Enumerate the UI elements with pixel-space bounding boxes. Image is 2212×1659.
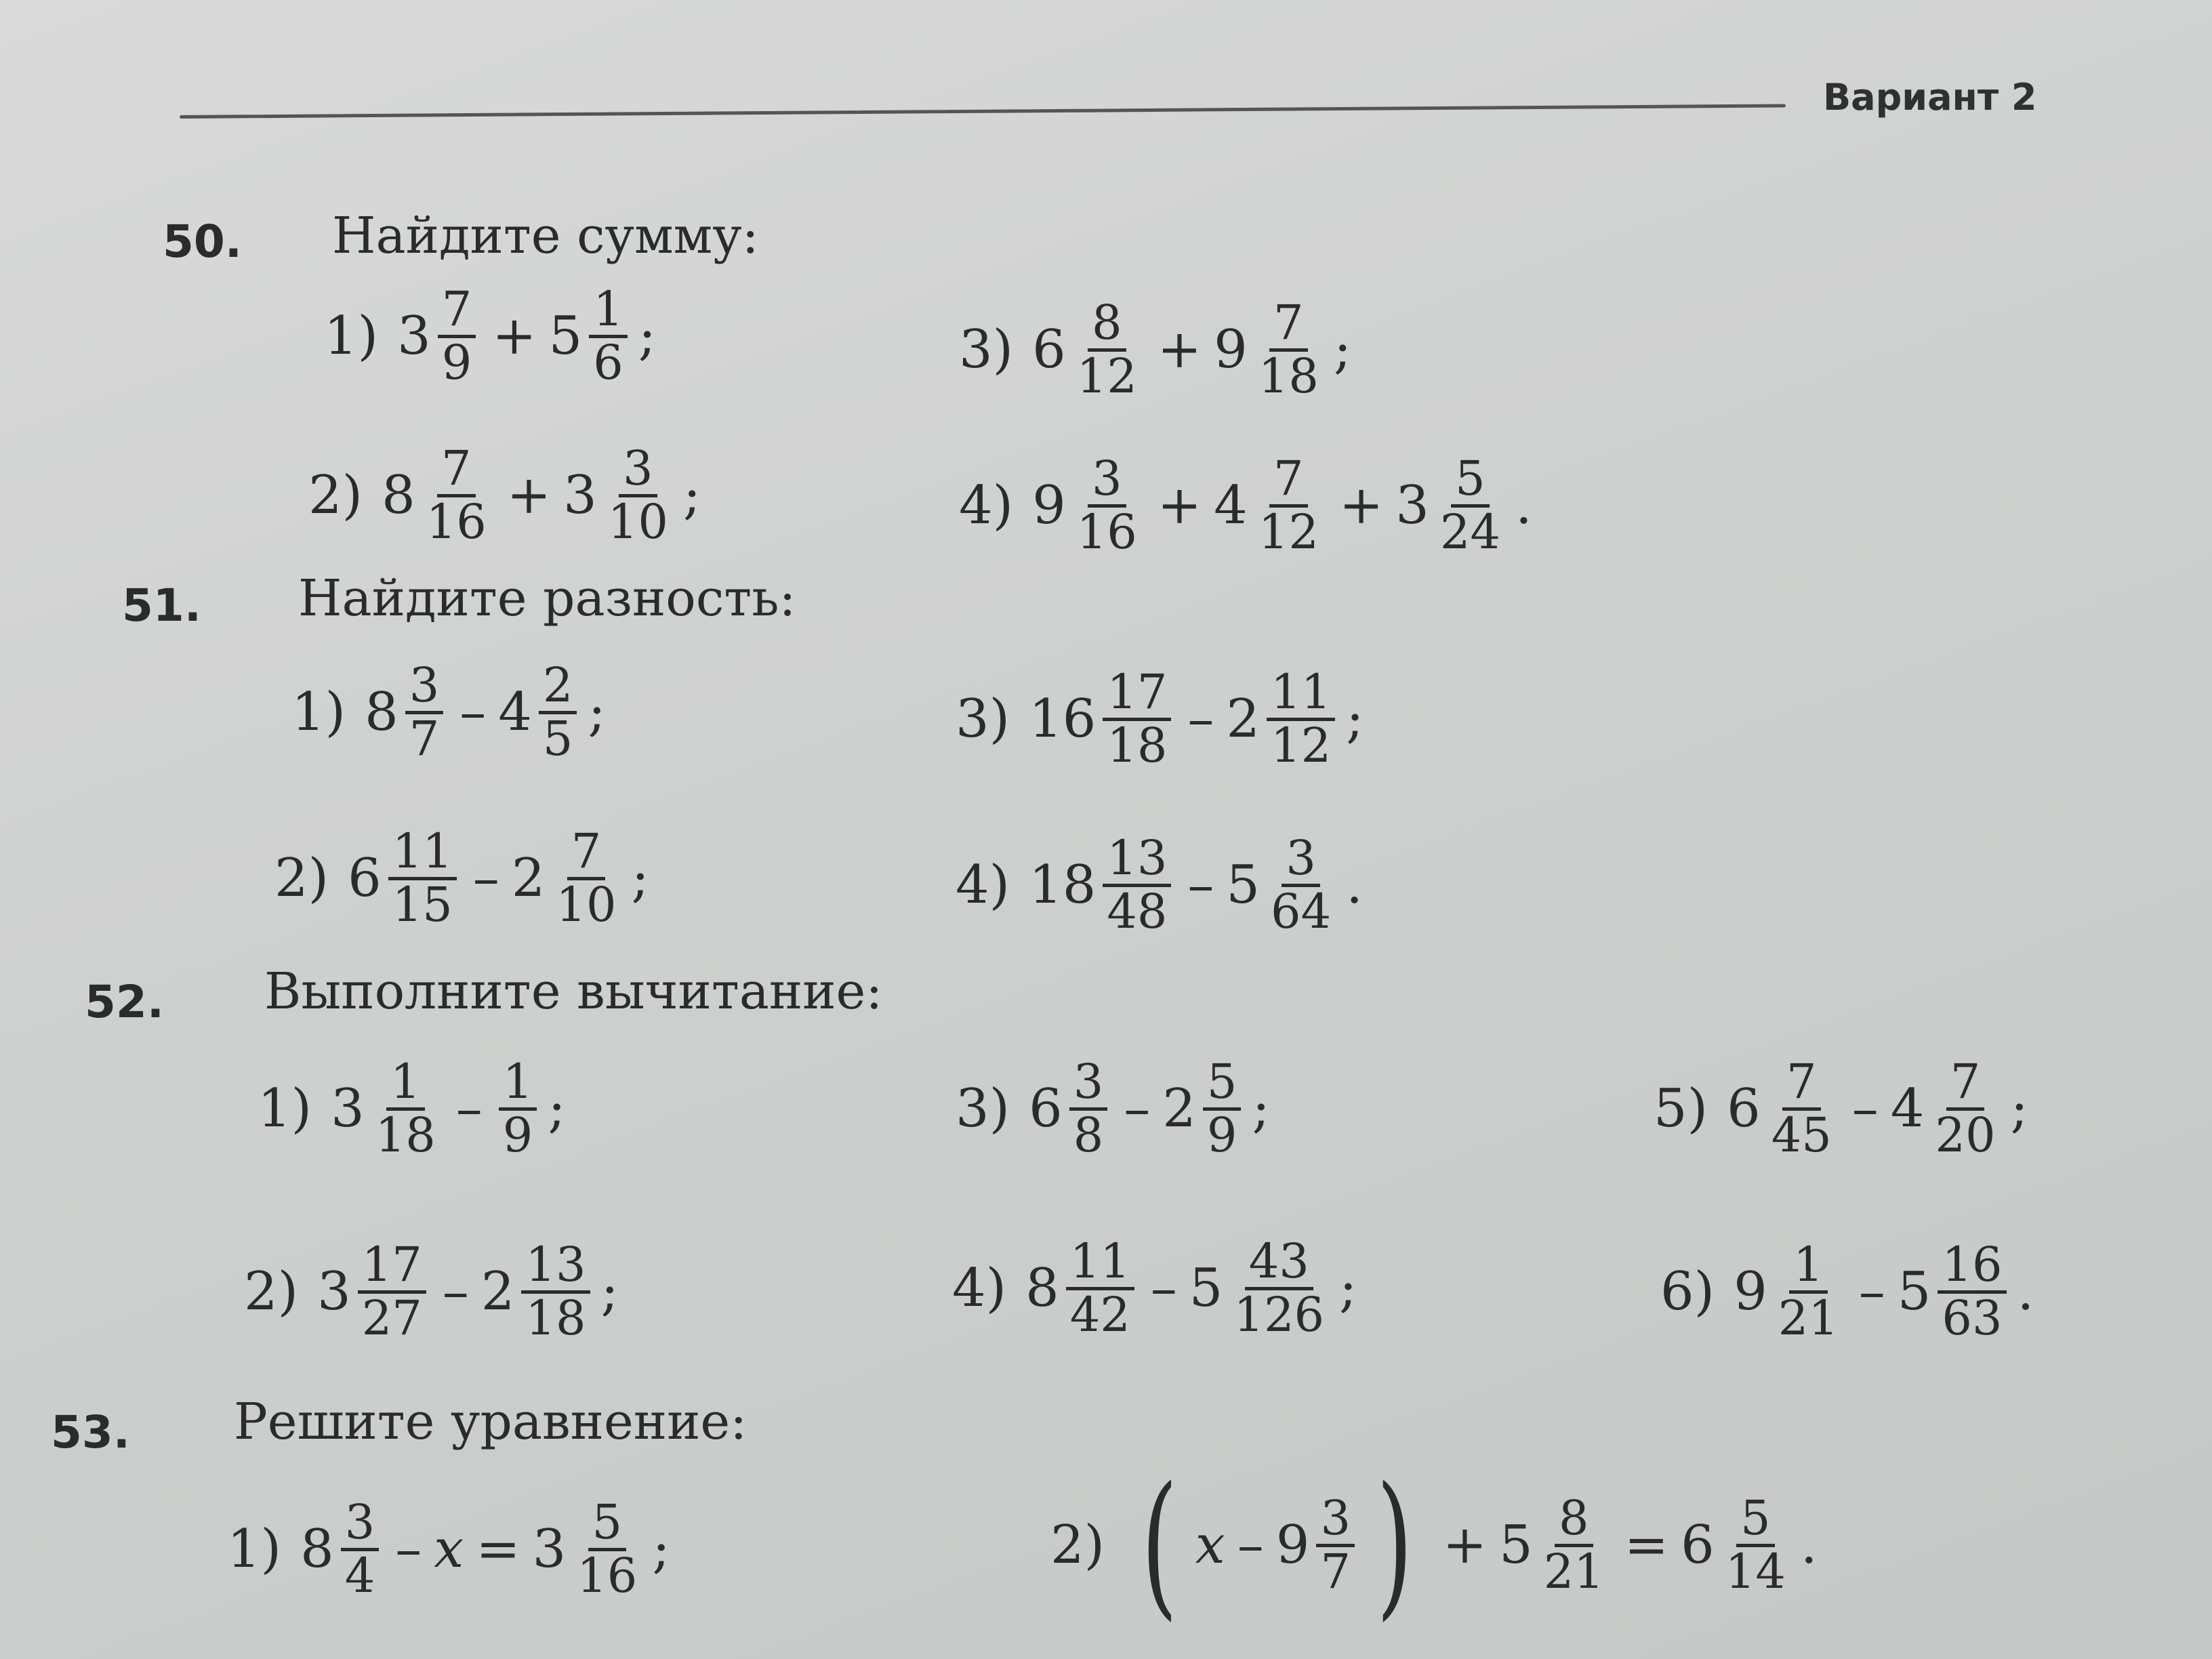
den-text: 8 [1073,1107,1104,1163]
num-text: 7 [1269,298,1308,352]
ilabel-text: 6) [1660,1261,1715,1322]
op-text: + [1157,319,1202,380]
exercise-item [956,830,1363,939]
fraction [499,1054,537,1163]
fraction [604,441,672,550]
whole-text: 2 [1226,689,1261,750]
whole-text: 3 [397,306,431,367]
fraction [1540,1490,1608,1599]
num-text: 13 [1103,834,1171,887]
num-text: 1 [499,1057,537,1111]
fraction [1721,1490,1790,1599]
op-text: – [1124,1078,1151,1139]
ilabel-text: 1) [227,1519,282,1580]
whole-text: 9 [1275,1515,1310,1576]
whole-text: 3 [317,1261,351,1322]
punct-text: ; [548,1078,566,1139]
fraction [539,657,577,766]
op-text: – [1150,1258,1177,1319]
den-text: 18 [375,1107,436,1163]
fraction [1103,664,1171,773]
fraction [358,1237,426,1346]
num-text: 7 [1946,1057,1985,1111]
ilabel-text: 3) [956,1078,1010,1139]
op-text: + [1157,475,1202,536]
punct-text: . [2017,1261,2034,1322]
num-text: 3 [1069,1057,1108,1111]
punct-text: ; [588,682,606,743]
den-text: 48 [1107,883,1168,939]
den-text: 9 [441,334,472,390]
whole-text: 4 [1890,1078,1925,1139]
num-text: 16 [1938,1240,2006,1294]
den-text: 18 [1107,717,1168,773]
exercise-item [1654,1054,2028,1163]
punct-text: ; [638,306,657,367]
whole-text: 3 [331,1078,365,1139]
den-text: 12 [1271,717,1332,773]
problem-number: 51. [122,579,201,632]
punct-text: ; [600,1261,619,1322]
whole-text: 2 [1162,1078,1196,1139]
exercise-item [952,1233,1357,1343]
num-text: 3 [341,1498,380,1551]
ilabel-text: 2) [274,848,329,909]
num-text: 11 [1066,1237,1134,1290]
ilabel-text: 4) [956,855,1010,916]
den-text: 18 [525,1290,586,1346]
num-text: 8 [1555,1494,1593,1547]
exercise-item [291,657,606,766]
whole-text: 3 [1395,475,1429,536]
den-text: 5 [542,710,573,766]
variable-x: x [434,1519,464,1580]
whole-text: 6 [1727,1078,1761,1139]
num-text: 5 [1736,1494,1775,1547]
ilabel-text: 2) [1050,1515,1105,1576]
whole-text: 8 [1025,1258,1059,1319]
fraction [1229,1233,1328,1343]
den-text: 24 [1439,504,1500,560]
left-paren: ( [1141,1454,1178,1635]
fraction [1774,1237,1843,1346]
problem-number: 53. [51,1406,130,1458]
ilabel-text: 2) [308,465,363,526]
punct-text: . [1800,1515,1818,1576]
den-text: 7 [1320,1543,1351,1599]
whole-text: 3 [532,1519,567,1580]
problem-title: Найдите сумму: [332,207,759,265]
num-text: 13 [521,1240,590,1294]
fraction [1203,1054,1242,1163]
op-text: – [1187,689,1214,750]
punct-text: . [1346,855,1363,916]
den-text: 63 [1942,1290,2003,1346]
den-text: 15 [392,876,453,933]
fraction [1316,1490,1355,1599]
exercise-item [308,441,701,550]
fraction [1931,1054,1999,1163]
fraction [1938,1237,2006,1346]
num-text: 7 [437,444,476,497]
op-text: + [506,465,552,526]
problem-number: 52. [85,976,164,1028]
problem-number: 50. [163,216,242,268]
num-text: 7 [1269,454,1308,508]
ilabel-text: 2) [244,1261,299,1322]
ilabel-text: 4) [959,475,1014,536]
op-text: + [1442,1515,1488,1576]
den-text: 12 [1076,348,1137,404]
num-text: 17 [358,1240,426,1294]
fraction [1767,1054,1836,1163]
num-text: 11 [388,827,457,880]
op-text: – [1858,1261,1885,1322]
num-text: 3 [1282,834,1320,887]
whole-text: 6 [1032,319,1066,380]
whole-text: 5 [1897,1261,1931,1322]
num-text: 5 [1451,454,1490,508]
punct-text: . [1515,475,1532,536]
exercise-item [244,1237,619,1346]
op-text: + [492,306,537,367]
whole-text: 6 [1029,1078,1063,1139]
den-text: 16 [577,1547,638,1603]
num-text: 3 [1316,1494,1355,1547]
den-text: 27 [361,1290,422,1346]
punct-text: ; [682,465,701,526]
whole-text: 18 [1029,855,1097,916]
fraction [1073,451,1141,560]
num-text: 2 [539,661,577,714]
exercise-item [274,823,649,933]
whole-text: 3 [563,465,597,526]
whole-text: 6 [1681,1515,1715,1576]
num-text: 3 [619,444,657,497]
punct-text: ; [652,1519,670,1580]
den-text: 126 [1233,1286,1325,1343]
whole-text: 5 [1189,1258,1223,1319]
den-text: 7 [409,710,440,766]
num-text: 1 [1789,1240,1828,1294]
op-text: + [1338,475,1384,536]
den-text: 9 [502,1107,533,1163]
den-text: 6 [593,334,623,390]
punct-text: ; [1346,689,1364,750]
whole-text: 8 [300,1519,334,1580]
problem-title: Решите уравнение: [234,1393,747,1451]
den-text: 21 [1778,1290,1839,1346]
punct-text: ; [1333,319,1352,380]
whole-text: 5 [1499,1515,1533,1576]
equation-item [1050,1454,1818,1635]
exercise-item [956,664,1364,773]
exercise-item [959,451,1532,560]
den-text: 12 [1258,504,1319,560]
op-text: – [472,848,499,909]
fraction [1103,830,1171,939]
num-text: 11 [1267,668,1335,721]
num-text: 7 [1782,1057,1821,1111]
fraction [1066,1233,1134,1343]
fraction [521,1237,590,1346]
whole-text: 5 [1226,855,1261,916]
den-text: 16 [1076,504,1137,560]
num-text: 7 [567,827,606,880]
num-text: 3 [1088,454,1126,508]
den-text: 21 [1543,1543,1604,1599]
whole-text: 2 [511,848,546,909]
ilabel-text: 4) [952,1258,1007,1319]
whole-text: 6 [348,848,382,909]
header-rule [180,104,1786,119]
problem-title: Найдите разность: [298,569,796,628]
fraction [422,441,491,550]
op-text: – [395,1519,422,1580]
num-text: 1 [386,1057,425,1111]
den-text: 10 [556,876,617,933]
op-text: – [442,1261,469,1322]
den-text: 20 [1935,1107,1996,1163]
whole-text: 8 [365,682,398,743]
right-paren: ) [1376,1454,1413,1635]
exercise-item [959,295,1352,404]
den-text: 14 [1725,1543,1786,1599]
ilabel-text: 1) [258,1078,312,1139]
num-text: 5 [1203,1057,1242,1111]
den-text: 18 [1258,348,1319,404]
ilabel-text: 1) [324,306,379,367]
fraction [1069,1054,1108,1163]
fraction [552,823,620,933]
op-text: = [476,1519,520,1580]
den-text: 64 [1271,883,1332,939]
num-text: 5 [588,1498,627,1551]
variable-x: x [1195,1515,1225,1576]
whole-text: 5 [548,306,583,367]
fraction [573,1494,641,1603]
ilabel-text: 5) [1654,1078,1708,1139]
punct-text: ; [2010,1078,2028,1139]
whole-text: 2 [480,1261,515,1322]
whole-text: 8 [382,465,415,526]
fraction [371,1054,440,1163]
fraction [1254,451,1323,560]
fraction [589,281,628,390]
fraction [1436,451,1504,560]
equation-item [227,1494,670,1603]
den-text: 10 [607,493,668,550]
num-text: 8 [1088,298,1126,352]
whole-text: 4 [498,682,532,743]
fraction [438,281,476,390]
exercise-item [324,281,657,390]
whole-text: 4 [1214,475,1248,536]
op-text: – [1851,1078,1879,1139]
whole-text: 9 [1734,1261,1767,1322]
ilabel-text: 3) [956,689,1010,750]
num-text: 1 [589,285,628,338]
op-text: – [1237,1515,1264,1576]
variant-label: Вариант 2 [1823,76,2037,119]
den-text: 9 [1206,1107,1237,1163]
exercise-item [258,1054,566,1163]
num-text: 17 [1103,668,1171,721]
op-text: – [1187,855,1214,916]
punct-text: ; [1339,1258,1357,1319]
op-text: – [459,682,487,743]
num-text: 43 [1245,1237,1313,1290]
ilabel-text: 1) [291,682,346,743]
den-text: 16 [426,493,487,550]
whole-text: 9 [1214,319,1248,380]
ilabel-text: 3) [959,319,1014,380]
exercise-item [956,1054,1270,1163]
punct-text: ; [631,848,649,909]
whole-text: 9 [1032,475,1066,536]
den-text: 42 [1069,1286,1130,1343]
fraction [341,1494,380,1603]
fraction [388,823,457,933]
fraction [1267,664,1335,773]
num-text: 3 [405,661,444,714]
op-text: = [1624,1515,1669,1576]
problem-title: Выполните вычитание: [264,962,883,1021]
fraction [1073,295,1141,404]
exercise-item [1660,1237,2034,1346]
op-text: – [455,1078,483,1139]
fraction [1267,830,1335,939]
den-text: 4 [344,1547,375,1603]
num-text: 7 [438,285,476,338]
whole-text: 16 [1029,689,1097,750]
punct-text: ; [1252,1078,1270,1139]
fraction [405,657,444,766]
fraction [1254,295,1323,404]
den-text: 45 [1771,1107,1832,1163]
